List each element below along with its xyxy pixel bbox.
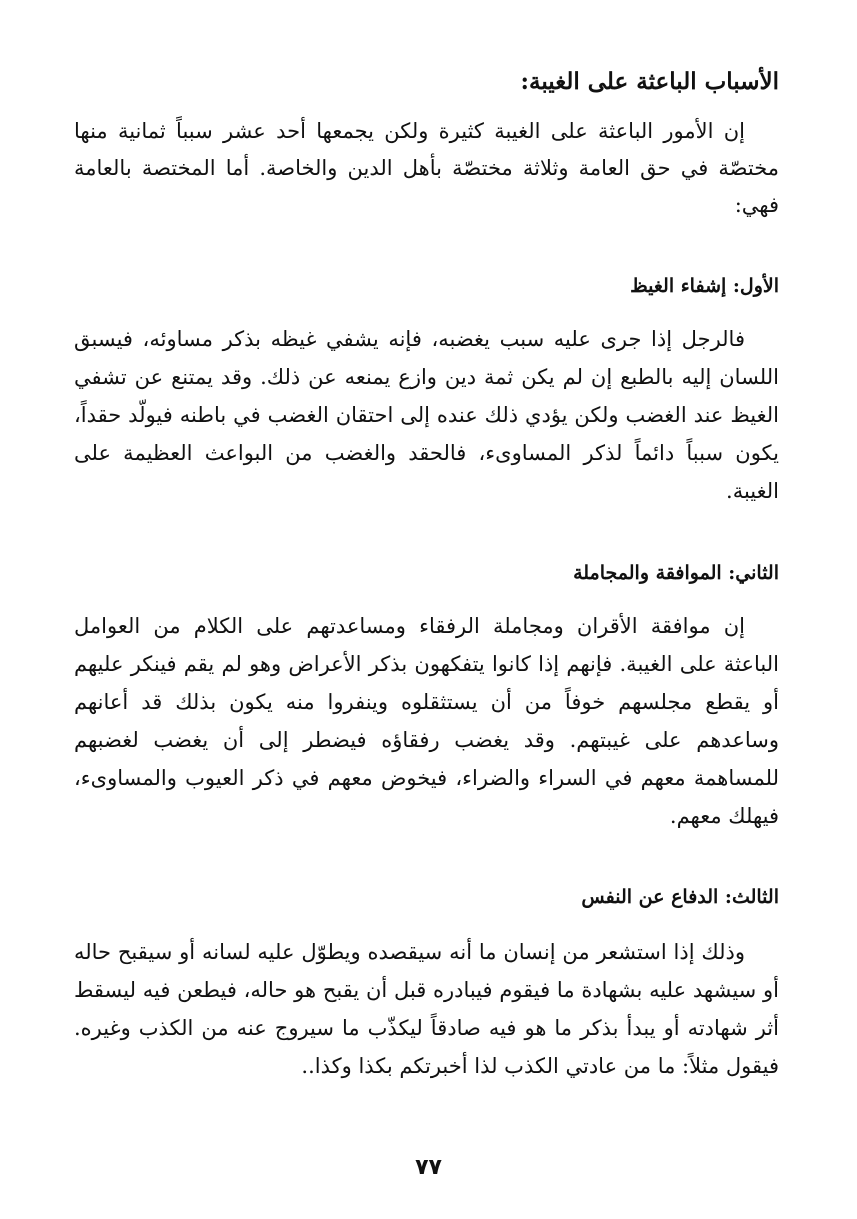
section-heading-third: الثالث: الدفاع عن النفس [581, 886, 779, 908]
section-heading-first: الأول: إشفاء الغيظ [630, 275, 779, 297]
page-title: الأسباب الباعثة على الغيبة: [520, 68, 779, 95]
intro-paragraph: إن الأمور الباعثة على الغيبة كثيرة ولكن يجمعها أحد عشر سبباً ثمانية منها مختصّة في حق العامة وثلاثة مختصّة بأهل الدين والخاصة. أما المختصة بالعامة فهي: [74, 119, 779, 217]
page-number: ٧٧ [415, 1155, 442, 1180]
section-heading-second: الثاني: الموافقة والمجاملة [573, 562, 779, 584]
section-paragraph-second: إن موافقة الأقران ومجاملة الرفقاء ومساعدتهم على الكلام من العوامل الباعثة على الغيبة. فإنهم إذا كانوا يتفكهون بذكر الأعراض وهو لم يقم فينكر عليهم أو يقطع مجلسهم خوفاً من أن يستثقلوه وينفروا منه يكون بذلك قد أعانهم وساعدهم على غيبتهم. وقد يغضب رفقاؤه فيضطر إلى أن يغضب لغضبهم للمساهمة معهم في السراء والضراء، فيخوض معهم في ذكر العيوب والمساوىء، فيهلك معهم. [74, 614, 779, 828]
section-paragraph-first: فالرجل إذا جرى عليه سبب يغضبه، فإنه يشفي غيظه بذكر مساوئه، فيسبق اللسان إليه بالطبع إن لم يكن ثمة دين وازع يمنعه عن ذلك. وقد يمتنع عن تشفي الغيظ عند الغضب ولكن يؤدي ذلك عنده إلى احتقان الغضب في باطنه فيولّد حقداً، يكون سبباً دائماً لذكر المساوىء، فالحقد والغضب من البواعث العظيمة على الغيبة. [74, 327, 779, 503]
section-paragraph-third: وذلك إذا استشعر من إنسان ما أنه سيقصده ويطوّل عليه لسانه أو سيقبح حاله أو سيشهد عليه بشهادة ما فيقوم فيبادره قبل أن يقبح هو حاله، فيطعن فيه ليسقط أثر شهادته أو يبدأ بذكر ما هو فيه صادقاً ليكذّب ما سيروج عنه من الكذب وغيره. فيقول مثلاً: ما من عادتي الكذب لذا أخبرتكم بكذا وكذا.. [74, 940, 779, 1078]
